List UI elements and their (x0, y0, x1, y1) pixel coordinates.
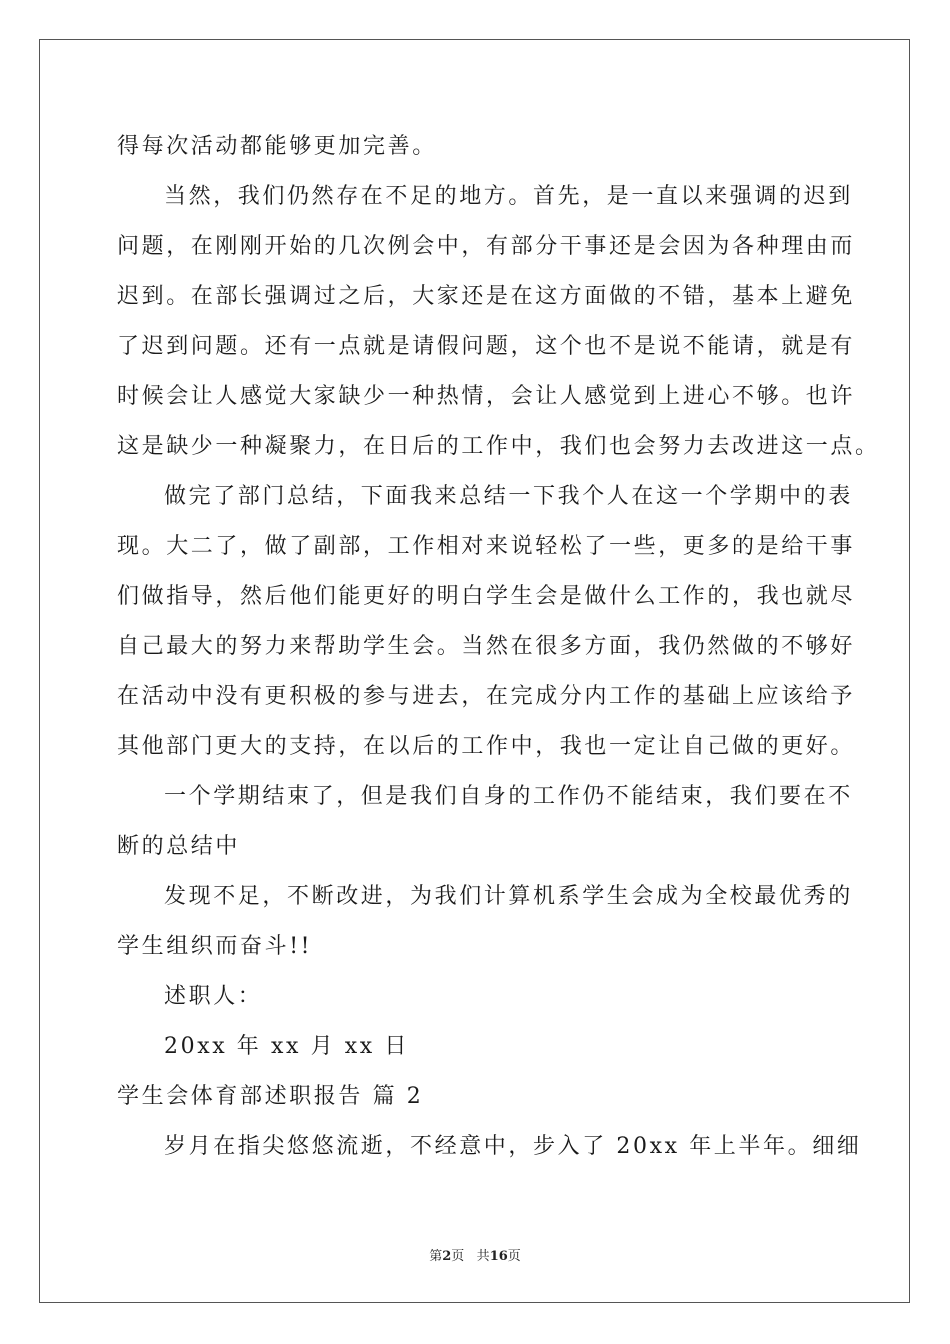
footer-page-number: 2 (442, 1249, 452, 1264)
text-line: 自己最大的努力来帮助学生会。当然在很多方面，我仍然做的不够好 (117, 634, 856, 659)
footer-total-pages: 16 (489, 1249, 508, 1264)
text-line: 做完了部门总结，下面我来总结一下我个人在这一个学期中的表 (164, 484, 853, 509)
footer-total-suffix: 页 (507, 1249, 521, 1264)
text-line: 一个学期结束了，但是我们自身的工作仍不能结束，我们要在不 (164, 784, 853, 809)
text-line: 发现不足，不断改进，为我们计算机系学生会成为全校最优秀的 (164, 884, 853, 909)
text-line: 述职人： (164, 984, 263, 1009)
text-line: 学生组织而奋斗!! (117, 934, 313, 959)
text-line: 问题，在刚刚开始的几次例会中，有部分干事还是会因为各种理由而 (117, 234, 856, 259)
text-line: 时候会让人感觉大家缺少一种热情，会让人感觉到上进心不够。也许 (117, 384, 856, 409)
text-line: 在活动中没有更积极的参与进去，在完成分内工作的基础上应该给予 (117, 684, 856, 709)
text-line: 迟到。在部长强调过之后，大家还是在这方面做的不错，基本上避免 (117, 284, 856, 309)
text-line: 岁月在指尖悠悠流逝，不经意中，步入了 20xx 年上半年。细细 (164, 1134, 862, 1159)
footer-total-prefix: 共 (476, 1249, 490, 1264)
text-line: 当然，我们仍然存在不足的地方。首先，是一直以来强调的迟到 (164, 184, 853, 209)
footer-page-prefix: 第 (429, 1249, 443, 1264)
text-line: 了迟到问题。还有一点就是请假问题，这个也不是说不能请，就是有 (117, 334, 856, 359)
text-line: 20xx 年 xx 月 xx 日 (164, 1034, 410, 1059)
page-footer (0, 1245, 950, 1264)
text-line: 得每次活动都能够更加完善。 (117, 134, 437, 159)
text-line: 这是缺少一种凝聚力，在日后的工作中，我们也会努力去改进这一点。 (117, 434, 880, 459)
text-line: 学生会体育部述职报告 篇 2 (117, 1084, 424, 1109)
footer-page-suffix: 页 (451, 1249, 465, 1264)
text-line: 们做指导，然后他们能更好的明白学生会是做什么工作的，我也就尽 (117, 584, 856, 609)
text-line: 现。大二了，做了副部，工作相对来说轻松了一些，更多的是给干事 (117, 534, 856, 559)
text-line: 断的总结中 (117, 834, 241, 859)
text-line: 其他部门更大的支持，在以后的工作中，我也一定让自己做的更好。 (117, 734, 856, 759)
